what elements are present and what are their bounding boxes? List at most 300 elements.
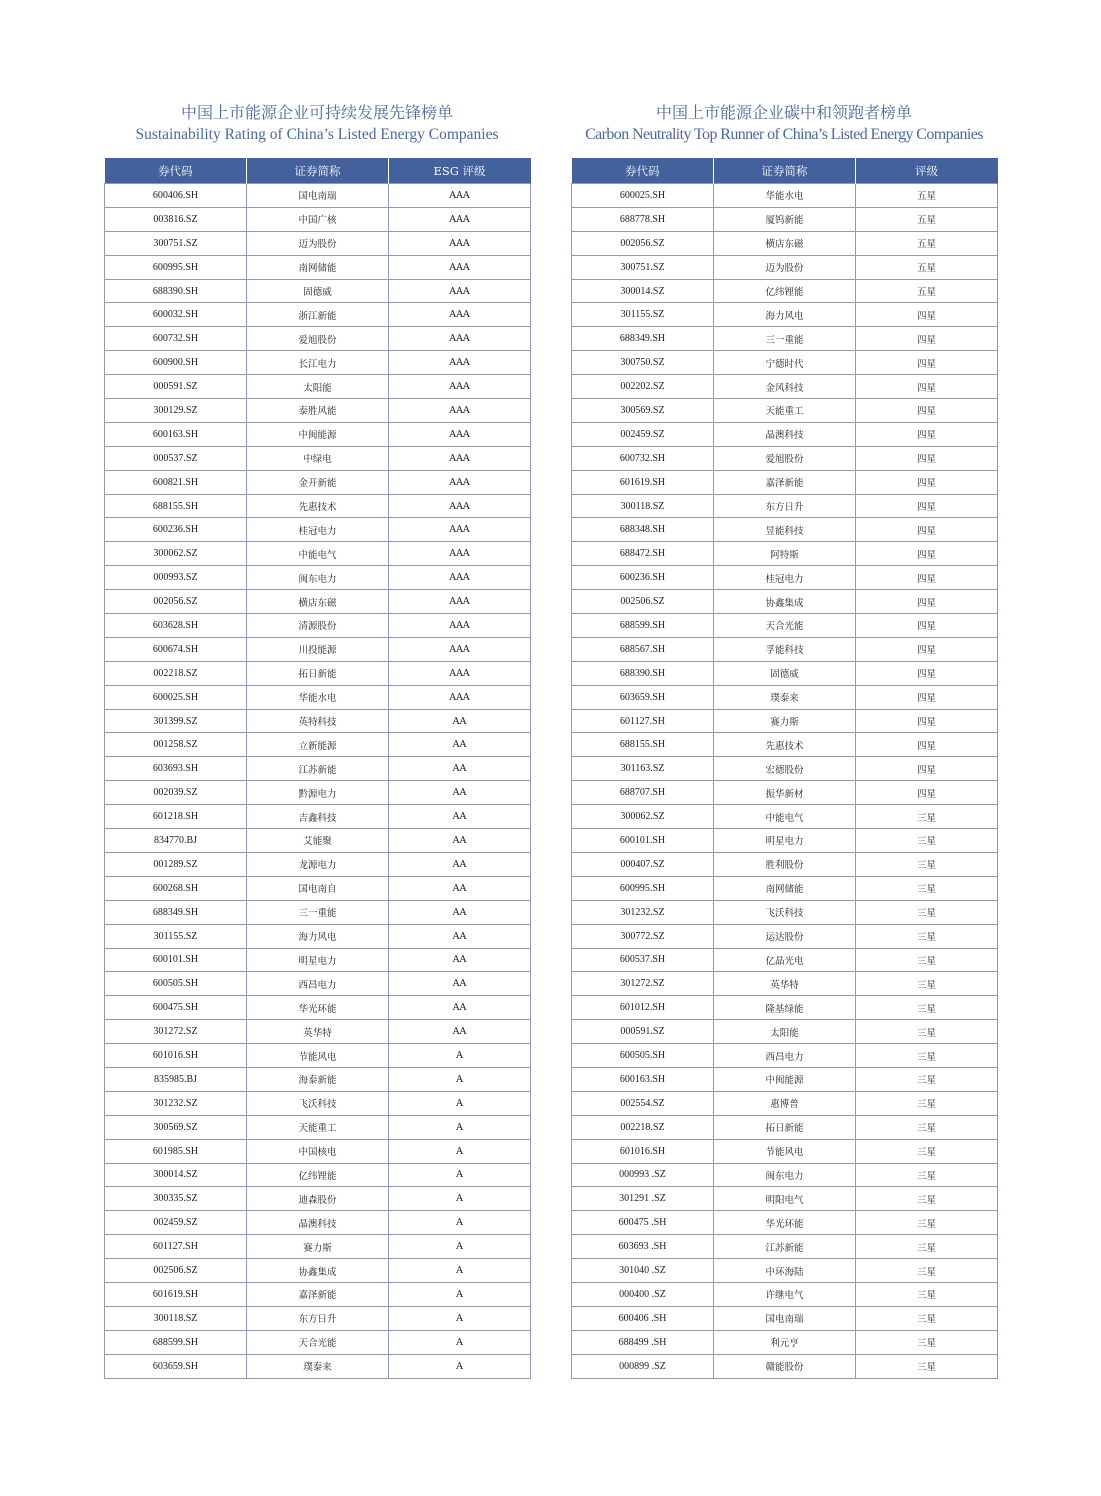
rating-cell: 三星 <box>856 1020 998 1044</box>
rating-cell: AAA <box>389 637 531 661</box>
stock-name-cell: 英华特 <box>247 1020 389 1044</box>
stock-code-cell: 600995.SH <box>105 255 247 279</box>
stock-code-cell: 301272.SZ <box>105 1020 247 1044</box>
stock-code-cell: 002554.SZ <box>572 1091 714 1115</box>
stock-code-cell: 300014.SZ <box>105 1163 247 1187</box>
stock-name-cell: 亿纬锂能 <box>247 1163 389 1187</box>
stock-name-cell: 华能水电 <box>714 184 856 208</box>
rating-cell: 四星 <box>856 351 998 375</box>
rating-cell: AA <box>389 781 531 805</box>
table-row <box>572 207 998 231</box>
stock-code-cell: 301399.SZ <box>105 709 247 733</box>
stock-code-cell: 688499 .SH <box>572 1330 714 1354</box>
rating-cell: 三星 <box>856 1282 998 1306</box>
table-row <box>105 590 531 614</box>
rating-cell: 三星 <box>856 996 998 1020</box>
table-row <box>105 637 531 661</box>
stock-code-cell: 300129.SZ <box>105 399 247 423</box>
stock-name-cell: 中环海陆 <box>714 1259 856 1283</box>
stock-name-cell: 海力风电 <box>247 924 389 948</box>
rating-cell: 三星 <box>856 852 998 876</box>
stock-code-cell: 600101.SH <box>105 948 247 972</box>
stock-code-cell: 600821.SH <box>105 470 247 494</box>
table-row <box>572 470 998 494</box>
rating-cell: A <box>389 1306 531 1330</box>
stock-name-cell: 天能重工 <box>714 399 856 423</box>
table-row <box>572 805 998 829</box>
rating-cell: 三星 <box>856 1306 998 1330</box>
rating-cell: A <box>389 1115 531 1139</box>
rating-cell: 三星 <box>856 1067 998 1091</box>
stock-name-cell: 飞沃科技 <box>714 900 856 924</box>
stock-name-cell: 亿晶光电 <box>714 948 856 972</box>
stock-name-cell: 拓日新能 <box>247 661 389 685</box>
rating-cell: AA <box>389 709 531 733</box>
stock-code-cell: 600032.SH <box>105 303 247 327</box>
stock-name-cell: 璞泰来 <box>714 685 856 709</box>
table-row <box>572 661 998 685</box>
stock-name-cell: 迈为股份 <box>247 231 389 255</box>
column-header-rating: 评级 <box>856 158 998 184</box>
stock-code-cell: 688155.SH <box>105 494 247 518</box>
stock-name-cell: 金开新能 <box>247 470 389 494</box>
stock-name-cell: 桂冠电力 <box>247 518 389 542</box>
table-header-row <box>105 158 531 184</box>
stock-code-cell: 688567.SH <box>572 637 714 661</box>
stock-name-cell: 立新能源 <box>247 733 389 757</box>
table-row <box>105 1235 531 1259</box>
table-row <box>572 518 998 542</box>
table-row <box>572 542 998 566</box>
stock-code-cell: 300062.SZ <box>572 805 714 829</box>
rating-cell: 四星 <box>856 470 998 494</box>
stock-name-cell: 拓日新能 <box>714 1115 856 1139</box>
stock-code-cell: 600674.SH <box>105 637 247 661</box>
rating-cell: 三星 <box>856 1163 998 1187</box>
stock-code-cell: 601016.SH <box>105 1044 247 1068</box>
rating-cell: AA <box>389 924 531 948</box>
table-row <box>105 470 531 494</box>
table-row <box>572 303 998 327</box>
rating-cell: AAA <box>389 542 531 566</box>
stock-name-cell: 英华特 <box>714 972 856 996</box>
table-row <box>572 685 998 709</box>
rating-cell: 四星 <box>856 709 998 733</box>
table-row <box>572 996 998 1020</box>
rating-cell: AAA <box>389 231 531 255</box>
rating-cell: 四星 <box>856 446 998 470</box>
table-row <box>572 1067 998 1091</box>
table-row <box>572 876 998 900</box>
stock-code-cell: 300751.SZ <box>572 255 714 279</box>
stock-name-cell: 璞泰来 <box>247 1354 389 1378</box>
stock-name-cell: 浙江新能 <box>247 303 389 327</box>
stock-name-cell: 江苏新能 <box>247 757 389 781</box>
stock-code-cell: 002218.SZ <box>105 661 247 685</box>
stock-name-cell: 闽东电力 <box>714 1163 856 1187</box>
table-row <box>572 829 998 853</box>
table-row <box>572 494 998 518</box>
stock-name-cell: 闽东电力 <box>247 566 389 590</box>
rating-cell: 三星 <box>856 1139 998 1163</box>
stock-code-cell: 600505.SH <box>105 972 247 996</box>
table-row <box>105 1044 531 1068</box>
table-row <box>105 1330 531 1354</box>
rating-cell: 四星 <box>856 590 998 614</box>
stock-code-cell: 688707.SH <box>572 781 714 805</box>
rating-cell: AA <box>389 757 531 781</box>
rating-cell: 三星 <box>856 900 998 924</box>
stock-code-cell: 603628.SH <box>105 614 247 638</box>
stock-name-cell: 节能风电 <box>714 1139 856 1163</box>
rating-cell: AAA <box>389 661 531 685</box>
table-row <box>105 1067 531 1091</box>
table-row <box>105 685 531 709</box>
table-row <box>105 1211 531 1235</box>
table-row <box>105 184 531 208</box>
stock-name-cell: 太阳能 <box>714 1020 856 1044</box>
table-row <box>572 375 998 399</box>
stock-code-cell: 600101.SH <box>572 829 714 853</box>
stock-code-cell: 600475.SH <box>105 996 247 1020</box>
stock-name-cell: 节能风电 <box>247 1044 389 1068</box>
stock-name-cell: 协鑫集成 <box>247 1259 389 1283</box>
stock-code-cell: 601016.SH <box>572 1139 714 1163</box>
stock-name-cell: 赣能股份 <box>714 1354 856 1378</box>
stock-name-cell: 协鑫集成 <box>714 590 856 614</box>
rating-cell: 四星 <box>856 733 998 757</box>
table-row <box>105 1187 531 1211</box>
stock-name-cell: 东方日升 <box>714 494 856 518</box>
stock-name-cell: 亿纬锂能 <box>714 279 856 303</box>
stock-code-cell: 835985.BJ <box>105 1067 247 1091</box>
table-row <box>105 446 531 470</box>
stock-name-cell: 英特科技 <box>247 709 389 733</box>
stock-name-cell: 金风科技 <box>714 375 856 399</box>
rating-cell: A <box>389 1330 531 1354</box>
stock-name-cell: 泰胜风能 <box>247 399 389 423</box>
stock-code-cell: 601218.SH <box>105 805 247 829</box>
stock-code-cell: 600236.SH <box>105 518 247 542</box>
stock-code-cell: 600406 .SH <box>572 1306 714 1330</box>
stock-name-cell: 华光环能 <box>714 1211 856 1235</box>
rating-cell: 三星 <box>856 924 998 948</box>
rating-cell: 三星 <box>856 876 998 900</box>
rating-cell: A <box>389 1067 531 1091</box>
stock-code-cell: 002218.SZ <box>572 1115 714 1139</box>
stock-code-cell: 600025.SH <box>572 184 714 208</box>
rating-cell: A <box>389 1282 531 1306</box>
rating-cell: A <box>389 1187 531 1211</box>
table-row <box>572 1211 998 1235</box>
stock-name-cell: 桂冠电力 <box>714 566 856 590</box>
column-header-rating: ESG 评级 <box>389 158 531 184</box>
stock-code-cell: 601012.SH <box>572 996 714 1020</box>
rating-cell: 四星 <box>856 375 998 399</box>
stock-name-cell: 横店东磁 <box>247 590 389 614</box>
table-row <box>105 757 531 781</box>
stock-code-cell: 300014.SZ <box>572 279 714 303</box>
stock-code-cell: 603659.SH <box>572 685 714 709</box>
stock-code-cell: 600732.SH <box>105 327 247 351</box>
stock-code-cell: 688390.SH <box>105 279 247 303</box>
rating-cell: AAA <box>389 590 531 614</box>
rating-cell: AAA <box>389 446 531 470</box>
stock-name-cell: 先惠技术 <box>247 494 389 518</box>
table-row <box>572 590 998 614</box>
stock-code-cell: 002459.SZ <box>105 1211 247 1235</box>
rating-cell: 四星 <box>856 757 998 781</box>
stock-name-cell: 惠博普 <box>714 1091 856 1115</box>
table-row <box>572 1330 998 1354</box>
table-row <box>572 279 998 303</box>
stock-code-cell: 002506.SZ <box>105 1259 247 1283</box>
rating-cell: 三星 <box>856 1091 998 1115</box>
carbon-neutrality-panel <box>571 102 997 1379</box>
rating-cell: AA <box>389 900 531 924</box>
table-row <box>572 1139 998 1163</box>
table-row <box>572 566 998 590</box>
stock-name-cell: 天合光能 <box>247 1330 389 1354</box>
stock-code-cell: 601127.SH <box>105 1235 247 1259</box>
stock-code-cell: 600900.SH <box>105 351 247 375</box>
rating-cell: A <box>389 1163 531 1187</box>
stock-code-cell: 300062.SZ <box>105 542 247 566</box>
rating-cell: 五星 <box>856 231 998 255</box>
table-row <box>105 1091 531 1115</box>
table-row <box>572 614 998 638</box>
rating-cell: AA <box>389 1020 531 1044</box>
stock-code-cell: 834770.BJ <box>105 829 247 853</box>
stock-name-cell: 宏德股份 <box>714 757 856 781</box>
rating-cell: 三星 <box>856 1044 998 1068</box>
stock-code-cell: 603693 .SH <box>572 1235 714 1259</box>
table-row <box>105 852 531 876</box>
stock-code-cell: 688349.SH <box>105 900 247 924</box>
stock-code-cell: 002039.SZ <box>105 781 247 805</box>
table-row <box>572 852 998 876</box>
stock-code-cell: 000407.SZ <box>572 852 714 876</box>
table-row <box>105 518 531 542</box>
table-row <box>572 1020 998 1044</box>
stock-code-cell: 002056.SZ <box>105 590 247 614</box>
rating-cell: A <box>389 1354 531 1378</box>
table-row <box>105 1354 531 1378</box>
esg-title-cn: 中国上市能源企业可持续发展先锋榜单 <box>180 103 453 122</box>
stock-code-cell: 000899 .SZ <box>572 1354 714 1378</box>
table-row <box>105 709 531 733</box>
stock-name-cell: 迪森股份 <box>247 1187 389 1211</box>
stock-code-cell: 300751.SZ <box>105 231 247 255</box>
stock-code-cell: 300750.SZ <box>572 351 714 375</box>
stock-code-cell: 600732.SH <box>572 446 714 470</box>
rating-cell: AAA <box>389 399 531 423</box>
table-row <box>105 207 531 231</box>
stock-name-cell: 龙源电力 <box>247 852 389 876</box>
rating-cell: 三星 <box>856 1115 998 1139</box>
stock-name-cell: 利元亨 <box>714 1330 856 1354</box>
rating-cell: AA <box>389 829 531 853</box>
stock-code-cell: 688599.SH <box>105 1330 247 1354</box>
rating-cell: AA <box>389 996 531 1020</box>
stock-code-cell: 301272.SZ <box>572 972 714 996</box>
stock-name-cell: 赛力斯 <box>714 709 856 733</box>
stock-name-cell: 三一重能 <box>714 327 856 351</box>
stock-name-cell: 中绿电 <box>247 446 389 470</box>
rating-cell: 四星 <box>856 303 998 327</box>
stock-code-cell: 000993 .SZ <box>572 1163 714 1187</box>
stock-name-cell: 东方日升 <box>247 1306 389 1330</box>
stock-code-cell: 002459.SZ <box>572 422 714 446</box>
table-row <box>105 566 531 590</box>
rating-cell: 三星 <box>856 1354 998 1378</box>
table-row <box>105 1020 531 1044</box>
table-row <box>572 733 998 757</box>
stock-code-cell: 600163.SH <box>105 422 247 446</box>
table-row <box>572 1187 998 1211</box>
rating-cell: AAA <box>389 375 531 399</box>
table-row <box>105 422 531 446</box>
table-row <box>105 1259 531 1283</box>
stock-name-cell: 中闽能源 <box>714 1067 856 1091</box>
rating-cell: 三星 <box>856 972 998 996</box>
stock-code-cell: 000591.SZ <box>105 375 247 399</box>
column-header-name: 证券简称 <box>247 158 389 184</box>
rating-cell: AAA <box>389 566 531 590</box>
stock-code-cell: 600025.SH <box>105 685 247 709</box>
stock-code-cell: 688390.SH <box>572 661 714 685</box>
stock-code-cell: 002056.SZ <box>572 231 714 255</box>
table-row <box>572 1354 998 1378</box>
stock-name-cell: 天合光能 <box>714 614 856 638</box>
stock-code-cell: 003816.SZ <box>105 207 247 231</box>
stock-code-cell: 688348.SH <box>572 518 714 542</box>
stock-code-cell: 301155.SZ <box>105 924 247 948</box>
stock-code-cell: 001258.SZ <box>105 733 247 757</box>
stock-name-cell: 先惠技术 <box>714 733 856 757</box>
stock-code-cell: 600406.SH <box>105 184 247 208</box>
table-row <box>105 829 531 853</box>
rating-cell: AAA <box>389 351 531 375</box>
rating-cell: 四星 <box>856 614 998 638</box>
stock-code-cell: 601127.SH <box>572 709 714 733</box>
table-row <box>105 542 531 566</box>
stock-name-cell: 赛力斯 <box>247 1235 389 1259</box>
rating-cell: 四星 <box>856 327 998 351</box>
rating-cell: 三星 <box>856 1259 998 1283</box>
column-header-code: 券代码 <box>572 158 714 184</box>
table-header-row <box>572 158 998 184</box>
stock-code-cell: 301155.SZ <box>572 303 714 327</box>
rating-cell: AAA <box>389 518 531 542</box>
table-row <box>105 1282 531 1306</box>
stock-name-cell: 昱能科技 <box>714 518 856 542</box>
rating-cell: 四星 <box>856 566 998 590</box>
table-row <box>572 637 998 661</box>
stock-code-cell: 301232.SZ <box>572 900 714 924</box>
rating-cell: 三星 <box>856 1187 998 1211</box>
stock-name-cell: 孚能科技 <box>714 637 856 661</box>
stock-code-cell: 300118.SZ <box>572 494 714 518</box>
column-header-code: 券代码 <box>105 158 247 184</box>
stock-name-cell: 明星电力 <box>247 948 389 972</box>
stock-name-cell: 川投能源 <box>247 637 389 661</box>
table-row <box>572 446 998 470</box>
rating-cell: 五星 <box>856 279 998 303</box>
stock-name-cell: 许继电气 <box>714 1282 856 1306</box>
stock-code-cell: 000591.SZ <box>572 1020 714 1044</box>
stock-code-cell: 300772.SZ <box>572 924 714 948</box>
rating-cell: AAA <box>389 207 531 231</box>
rating-cell: 三星 <box>856 948 998 972</box>
rating-cell: A <box>389 1091 531 1115</box>
table-row <box>572 231 998 255</box>
rating-cell: AAA <box>389 279 531 303</box>
stock-code-cell: 600505.SH <box>572 1044 714 1068</box>
rating-cell: 四星 <box>856 781 998 805</box>
stock-code-cell: 601619.SH <box>572 470 714 494</box>
rating-cell: 三星 <box>856 1235 998 1259</box>
table-row <box>572 709 998 733</box>
stock-name-cell: 嘉泽新能 <box>714 470 856 494</box>
rating-cell: AAA <box>389 422 531 446</box>
column-header-name: 证券简称 <box>714 158 856 184</box>
table-row <box>105 327 531 351</box>
table-row <box>105 781 531 805</box>
stock-name-cell: 固德威 <box>714 661 856 685</box>
stock-code-cell: 301040 .SZ <box>572 1259 714 1283</box>
rating-cell: 三星 <box>856 1330 998 1354</box>
table-row <box>572 757 998 781</box>
rating-cell: 三星 <box>856 1211 998 1235</box>
stock-name-cell: 固德威 <box>247 279 389 303</box>
rating-cell: 四星 <box>856 685 998 709</box>
rating-cell: AA <box>389 733 531 757</box>
table-row <box>105 1163 531 1187</box>
stock-code-cell: 000400 .SZ <box>572 1282 714 1306</box>
stock-code-cell: 300118.SZ <box>105 1306 247 1330</box>
stock-code-cell: 002506.SZ <box>572 590 714 614</box>
rating-cell: 四星 <box>856 542 998 566</box>
stock-name-cell: 华能水电 <box>247 685 389 709</box>
table-row <box>105 375 531 399</box>
rating-cell: A <box>389 1139 531 1163</box>
table-row <box>572 422 998 446</box>
stock-code-cell: 600475 .SH <box>572 1211 714 1235</box>
rating-cell: AA <box>389 948 531 972</box>
table-row <box>105 805 531 829</box>
stock-name-cell: 国电南瑞 <box>714 1306 856 1330</box>
rating-cell: AA <box>389 876 531 900</box>
stock-name-cell: 太阳能 <box>247 375 389 399</box>
table-row <box>572 255 998 279</box>
rating-cell: AAA <box>389 303 531 327</box>
table-row <box>105 279 531 303</box>
table-row <box>105 900 531 924</box>
esg-title-en: Sustainability Rating of China’s Listed Energy Companies <box>135 126 499 143</box>
stock-code-cell: 601985.SH <box>105 1139 247 1163</box>
stock-name-cell: 横店东磁 <box>714 231 856 255</box>
stock-code-cell: 688599.SH <box>572 614 714 638</box>
table-row <box>105 255 531 279</box>
rating-cell: 四星 <box>856 661 998 685</box>
stock-name-cell: 江苏新能 <box>714 1235 856 1259</box>
stock-code-cell: 600268.SH <box>105 876 247 900</box>
rating-cell: AAA <box>389 614 531 638</box>
stock-code-cell: 688778.SH <box>572 207 714 231</box>
stock-code-cell: 000993.SZ <box>105 566 247 590</box>
stock-code-cell: 603659.SH <box>105 1354 247 1378</box>
